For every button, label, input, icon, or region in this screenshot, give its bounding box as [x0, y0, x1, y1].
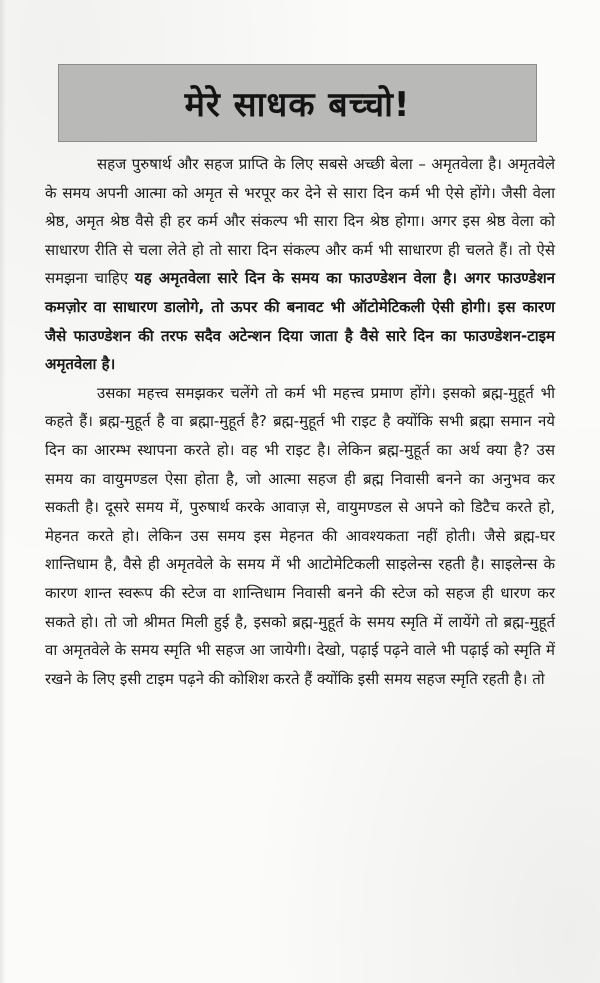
page-left-edge [0, 0, 6, 983]
paragraph-2: उसका महत्त्व समझकर चलेंगे तो कर्म भी महत्त्व प्रमाण होंगे। इसको ब्रह्म-मुहूर्त भी कहते हैं। ब्रह्म-मुहूर्त है वा ब्रह्मा-मुहूर्त है? ब्रह्म-मुहूर्त भी राइट है क्योंकि सभी ब्रह्मा समान नये दिन का आरम्भ स्थापना करते हो। वह भी राइट है। लेकिन ब्रह्म-मुहूर्त का अर्थ क्या है? उस समय का वायुमण्डल ऐसा होता है, जो आत्मा सहज ही ब्रह्म निवासी बनने का अनुभव कर सकती है। दूसरे समय में, पुरुषार्थ करके आवाज़ से, वायुमण्डल से अपने को डिटैच करते हो, मेहनत करते हो। लेकिन उस समय इस मेहनत की आवश्यकता नहीं होती। जैसे ब्रह्म-घर शान्तिधाम है, वैसे ही अमृतवेले के समय में भी आटोमेटिकली साइलेन्स रहती है। साइलेन्स के कारण शान्त स्वरूप की स्टेज वा शान्तिधाम निवासी बनने की स्टेज को सहज ही धारण कर सकते हो। तो जो श्रीमत मिली हुई है, इसको ब्रह्म-मुहूर्त के समय स्मृति में लायेंगे तो ब्रह्म-मुहूर्त वा अमृतवेले के समय स्मृति भी सहज आ जायेगी। देखो, पढ़ाई पढ़ने वाले भी पढ़ाई को स्मृति में रखने के लिए इसी टाइम पढ़ने की कोशिश करते हैं क्योंकि इसी समय सहज स्मृति रहती है। तो [45, 383, 555, 688]
article-body [45, 150, 555, 693]
title-banner [58, 64, 537, 142]
paragraph-1 [45, 150, 555, 379]
paragraph-1-text: सहज पुरुषार्थ और सहज प्राप्ति के लिए सबसे अच्छी बेला – अमृतवेला है। अमृतवेले के समय अपनी आत्मा को अमृत से भरपूर कर देने से सारा दिन कर्म भी ऐसे होंगे। जैसी वेला श्रेष्ठ, अमृत श्रेष्ठ वैसे ही हर कर्म और संकल्प भी सारा दिन श्रेष्ठ होगा। अगर इस श्रेष्ठ वेला को साधारण रीति से चला लेते हो तो सारा दिन संकल्प और कर्म भी साधारण ही चलते हैं। तो ऐसे समझना चाहिए [45, 155, 555, 288]
page-title: मेरे साधक बच्चो! [184, 85, 411, 125]
paragraph-1-bold-text: यह अमृतवेला सारे दिन के समय का फाउण्डेशन वेला है। अगर फाउण्डेशन कमज़ोर वा साधारण डालोगे, तो ऊपर की बनावट भी ऑटोमेटिकली ऐसी होगी। इस कारण जैसे फाउण्डेशन की तरफ सदैव अटेन्शन दिया जाता है वैसे सारे दिन का फाउण्डेशन-टाइम अमृतवेला है। [45, 269, 555, 374]
